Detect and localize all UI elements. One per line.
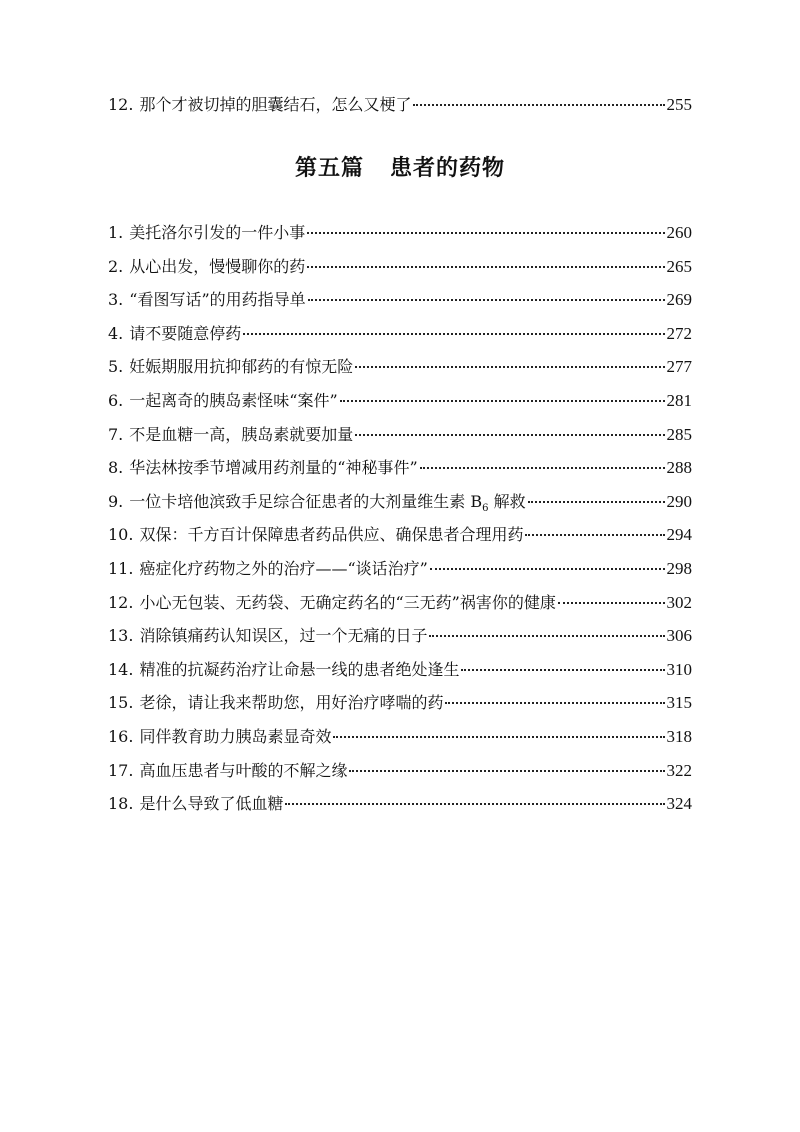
toc-entry-page: 294: [666, 525, 692, 545]
dot-leader: [340, 384, 665, 402]
toc-entry-title: 消除镇痛药认知误区，过一个无痛的日子: [139, 626, 428, 646]
toc-entry-title: 癌症化疗药物之外的治疗——“谈话治疗”: [139, 558, 428, 578]
toc-entry-page: 302: [666, 592, 692, 612]
section-label: 第五篇: [294, 155, 364, 181]
toc-entry-title: 小心无包装、无药袋、无确定药名的“三无药”祸害你的健康: [139, 592, 556, 612]
dot-leader: [355, 350, 664, 368]
toc-entry-page: 260: [666, 223, 692, 242]
toc-entry-number: 2.: [108, 256, 124, 276]
toc-entry[interactable]: [108, 619, 692, 653]
toc-entry-page: 281: [666, 390, 692, 410]
dot-leader: [420, 451, 665, 469]
toc-entry-title: 双保：千方百计保障患者药品供应、确保患者合理用药: [139, 525, 524, 545]
toc-entry-page: 290: [666, 491, 692, 511]
toc-entry[interactable]: [108, 451, 692, 485]
dot-leader: [308, 283, 665, 301]
toc-entry[interactable]: [108, 754, 692, 788]
dot-leader: [307, 216, 664, 234]
toc-entry[interactable]: [108, 350, 692, 384]
toc-entry-page: 298: [666, 558, 692, 578]
toc-entry[interactable]: [108, 283, 692, 317]
toc-entry-title: 从心出发，慢慢聊你的药: [129, 256, 306, 276]
toc-entry-number: 10.: [108, 525, 134, 545]
toc-entry-title: 老徐，请让我来帮助您，用好治疗哮喘的药: [139, 693, 444, 713]
toc-entry-page: 318: [666, 726, 692, 746]
section-heading: [0, 148, 800, 188]
dot-leader: [461, 653, 664, 671]
dot-leader: [429, 619, 664, 637]
toc-entry-number: 9.: [108, 491, 124, 511]
toc-list-section-five: [108, 216, 692, 821]
toc-entry[interactable]: [108, 653, 692, 687]
toc-entry-number: 8.: [108, 458, 124, 478]
toc-entry[interactable]: [108, 418, 692, 452]
toc-entry-number: 12.: [108, 95, 134, 114]
toc-entry-page: 255: [666, 95, 692, 114]
toc-entry-page: 277: [666, 357, 692, 377]
toc-entry-page: 272: [666, 323, 692, 343]
toc-entry[interactable]: [108, 552, 692, 586]
dot-leader: [445, 686, 664, 704]
toc-entry[interactable]: [108, 787, 692, 821]
dot-leader: [243, 317, 664, 335]
toc-entry[interactable]: [108, 317, 692, 351]
dot-leader: [413, 88, 664, 106]
toc-entry-title-tail: 解救: [488, 491, 526, 511]
toc-entry-number: 17.: [108, 760, 134, 780]
toc-entry-number: 1.: [108, 223, 124, 242]
toc-entry[interactable]: [108, 485, 692, 519]
toc-entry-title: 请不要随意停药: [129, 323, 242, 343]
toc-entry-page: 288: [666, 458, 692, 478]
dot-leader: [333, 720, 664, 738]
toc-entry-title-main: 一位卡培他滨致手足综合征患者的大剂量维生素 B: [129, 491, 483, 511]
toc-entry-page: 269: [666, 290, 692, 310]
toc-entry-number: 13.: [108, 626, 134, 646]
toc-entry-page: 265: [666, 256, 692, 276]
toc-entry-number: 5.: [108, 357, 124, 377]
toc-entry[interactable]: [108, 384, 692, 418]
toc-entry-number: 14.: [108, 659, 134, 679]
toc-entry-page: 310: [666, 659, 692, 679]
toc-entry-page: 306: [666, 626, 692, 646]
dot-leader: [307, 250, 664, 268]
dot-leader: [285, 787, 664, 805]
dot-leader: [349, 754, 664, 772]
toc-entry-title: [129, 485, 525, 519]
toc-entry-title: 一起离奇的胰岛素怪味“案件”: [129, 390, 338, 410]
toc-entry[interactable]: [108, 216, 692, 250]
toc-entry[interactable]: [108, 720, 692, 754]
toc-entry-title: 妊娠期服用抗抑郁药的有惊无险: [129, 357, 354, 377]
toc-entry-title: 高血压患者与叶酸的不解之缘: [139, 760, 348, 780]
toc-entry-number: 7.: [108, 424, 124, 444]
toc-entry-title: 不是血糖一高，胰岛素就要加量: [129, 424, 354, 444]
toc-entry-page: 285: [666, 424, 692, 444]
toc-entry-title: “看图写话”的用药指导单: [129, 290, 306, 310]
toc-entry-number: 4.: [108, 323, 124, 343]
toc-entry[interactable]: [108, 518, 692, 552]
section-name: 患者的药物: [390, 155, 506, 181]
toc-entry-page: 315: [666, 693, 692, 713]
toc-entry-title: 那个才被切掉的胆囊结石，怎么又梗了: [139, 95, 412, 114]
dot-leader: [528, 485, 665, 503]
toc-entry-number: 6.: [108, 390, 124, 410]
dot-leader: [525, 518, 664, 536]
dot-leader: [355, 418, 664, 436]
toc-entry-title: 华法林按季节增减用药剂量的“神秘事件”: [129, 458, 418, 478]
toc-entry[interactable]: [108, 250, 692, 284]
toc-entry-number: 11.: [108, 558, 134, 578]
toc-entry-title: 同伴教育助力胰岛素显奇效: [139, 726, 332, 746]
toc-entry-number: 18.: [108, 794, 134, 814]
toc-entry-number: 15.: [108, 693, 134, 713]
toc-entry-title: 是什么导致了低血糖: [139, 794, 284, 814]
toc-entry[interactable]: [108, 586, 692, 620]
toc-entry-number: 3.: [108, 290, 124, 310]
toc-entry[interactable]: [108, 686, 692, 720]
dot-leader: [430, 552, 665, 570]
toc-entry-title: 美托洛尔引发的一件小事: [129, 223, 306, 242]
toc-entry-page: 322: [666, 760, 692, 780]
toc-entry[interactable]: [108, 88, 692, 122]
dot-leader: [558, 586, 665, 604]
toc-entry-title-subscript: 6: [482, 502, 489, 514]
toc-entry-number: 16.: [108, 726, 134, 746]
toc-list-previous: [108, 88, 692, 122]
toc-entry-title: 精准的抗凝药治疗让命悬一线的患者绝处逢生: [139, 659, 460, 679]
toc-entry-page: 324: [666, 794, 692, 814]
toc-entry-number: 12.: [108, 592, 134, 612]
